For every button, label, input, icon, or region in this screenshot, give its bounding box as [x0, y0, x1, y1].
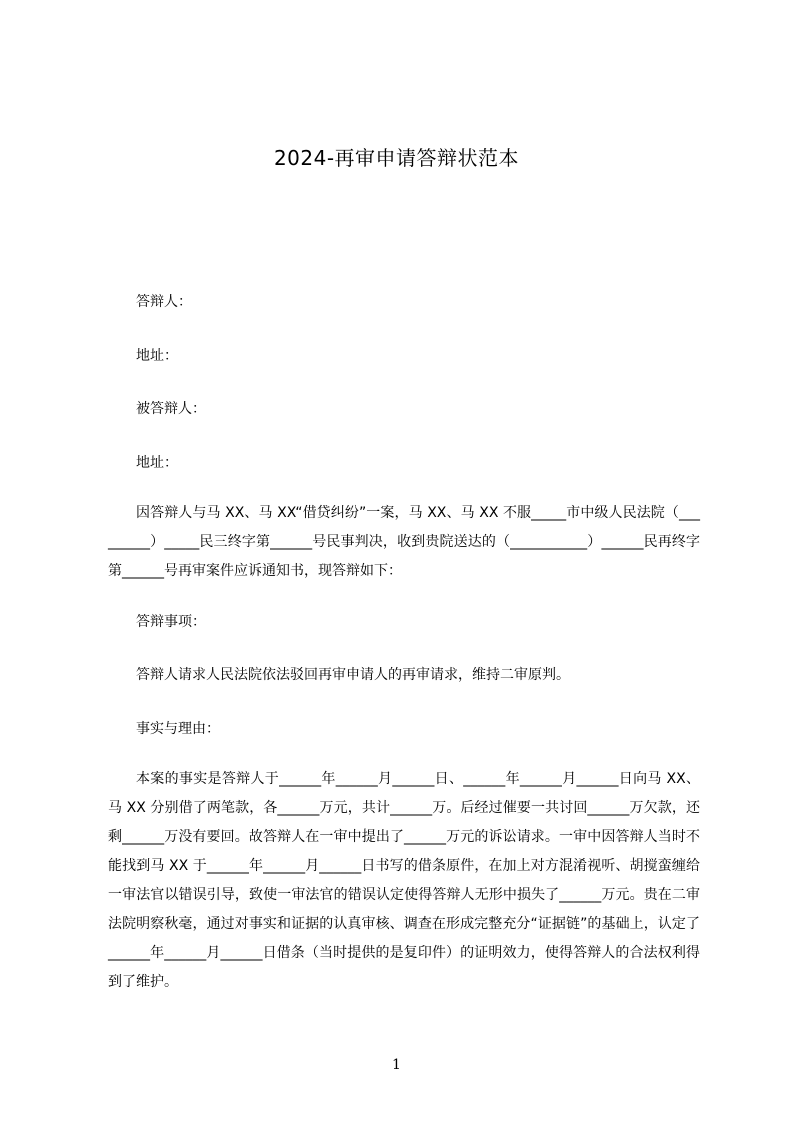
- facts-paragraph: 本案的事实是答辩人于______年______月______日、______年______月______日向马 XX、马 XX 分别借了两笔款，各______万元，共计______万。后经过催要一共讨回______万欠款，还剩______万没有要回。故答辩人在一审中提出了______万元的诉讼请求。一审中因答辩人当时不能找到马 XX 于______年______月______日书写的借条原件，在加上对方混淆视听、胡搅蛮缠给一审法官以错误引导，致使一审法官的错误认定使得答辩人无形中损失了______万元。贵在二审法院明察秋毫，通过对事实和证据的认真审核、调查在形成完整充分“证据链”的基础上，认定了______年______月______日借条（当时提供的是复印件）的证明效力，使得答辩人的合法权利得到了维护。: [108, 771, 700, 990]
- document-title: 2024-再审申请答辩状范本: [273, 146, 520, 170]
- facts-heading: 事实与理由：: [136, 721, 220, 737]
- respondent-address-label: 地址：: [136, 348, 178, 364]
- defense-items-heading: 答辩事项：: [136, 614, 206, 630]
- respondent-label: 答辩人：: [136, 294, 192, 310]
- applicant-address-label: 地址：: [136, 455, 178, 471]
- defense-request: 答辩人请求人民法院依法驳回再审申请人的再审请求，维持二审原判。: [136, 667, 570, 683]
- applicant-label: 被答辩人：: [136, 401, 206, 417]
- intro-paragraph: 因答辩人与马 XX、马 XX“借贷纠纷”一案，马 XX、马 XX 不服_____市中级人民法院（_________）_____民三终字第______号民事判决，收到贵院送达的（___________）______民再终字第______号再审案件应诉通知书，现答辩如下：: [108, 505, 700, 579]
- page-number: 1: [392, 1057, 401, 1073]
